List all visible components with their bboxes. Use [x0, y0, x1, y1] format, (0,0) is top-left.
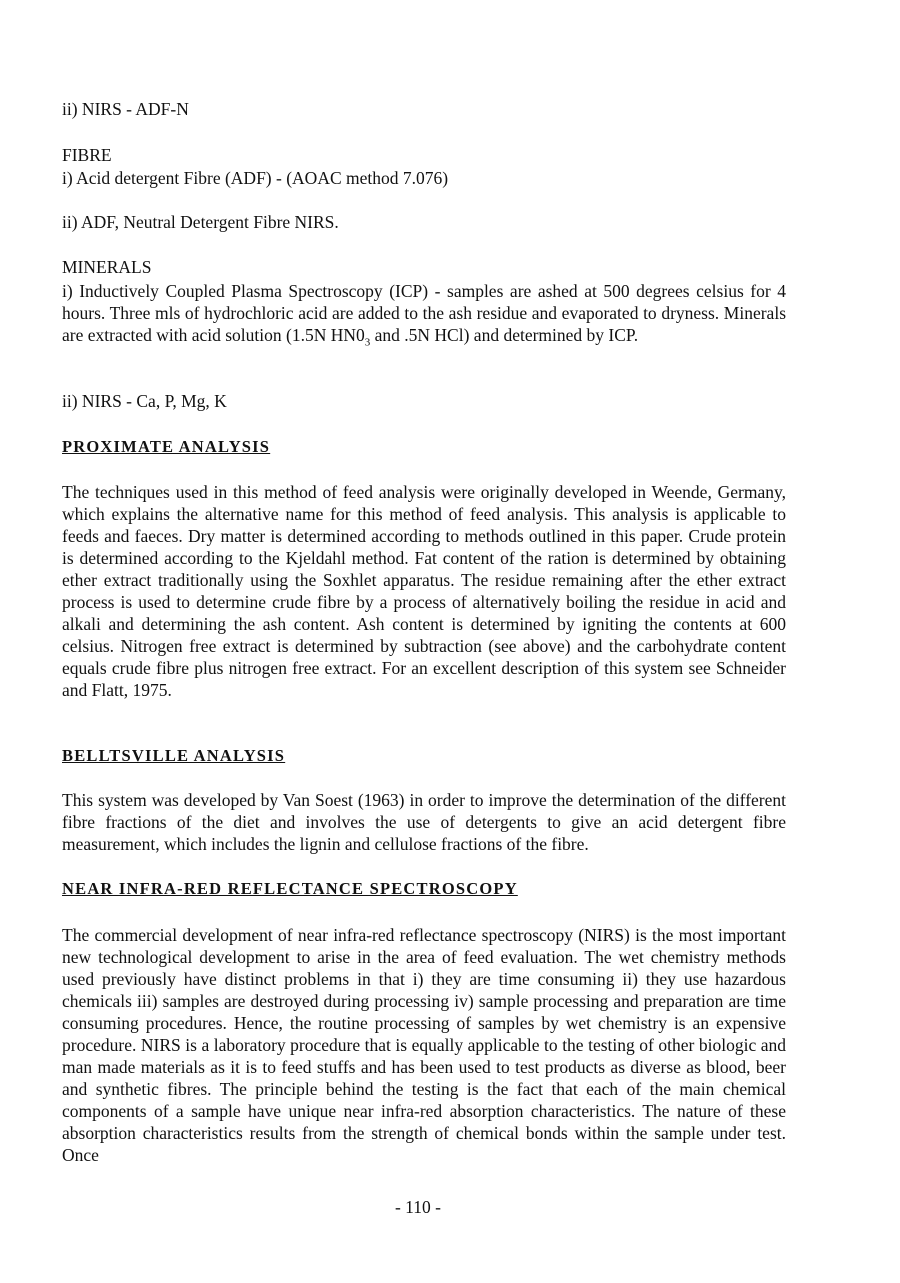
minerals-item-2: ii) NIRS - Ca, P, Mg, K: [62, 391, 227, 411]
fibre-item-1: i) Acid detergent Fibre (ADF) - (AOAC method 7.076): [62, 168, 449, 188]
minerals-item-1-text-a: i) Inductively Coupled Plasma Spectroscopy (ICP) - samples are ashed at 500 degrees celsius for 4 hours. Three mls of hydrochloric acid are added to the ash residue and evaporated to dryness. Minerals are extracted with acid solution (1.5N HN0: [62, 281, 786, 345]
minerals-item-1-text-b: and .5N HCl) and determined by ICP.: [370, 325, 639, 345]
proximate-analysis-paragraph: The techniques used in this method of feed analysis were originally developed in Weende, Germany, which explains the alternative name for this method of feed analysis. This analysis is applicable to feeds and faeces. Dry matter is determined according to methods outlined in this paper. Crude protein is determined according to the Kjeldahl method. Fat content of the ration is determined by obtaining ether extract traditionally using the Soxhlet apparatus. The residue remaining after the ether extract process is used to determine crude fibre by a process of alternatively boiling the residue in acid and alkali and determining the ash content. Ash content is determined by igniting the contents at 600 celsius. Nitrogen free extract is determined by subtraction (see above) and the carbohydrate content equals crude fibre plus nitrogen free extract. For an excellent description of this system see Schneider and Flatt, 1975.: [62, 482, 786, 700]
page-number: - 110 -: [394, 1197, 441, 1217]
fibre-heading: FIBRE: [62, 145, 112, 165]
belltsville-analysis-heading: BELLTSVILLE ANALYSIS: [62, 746, 286, 765]
proximate-analysis-heading: PROXIMATE ANALYSIS: [62, 437, 271, 456]
belltsville-analysis-paragraph: This system was developed by Van Soest (1963) in order to improve the determination of the different fibre fractions of the diet and involves the use of detergents to give an acid detergent fibre measurement, which includes the lignin and cellulose fractions of the fibre.: [62, 790, 786, 854]
nirs-adf-n-line: ii) NIRS - ADF-N: [62, 99, 189, 119]
fibre-item-2: ii) ADF, Neutral Detergent Fibre NIRS.: [62, 212, 339, 232]
minerals-heading: MINERALS: [62, 257, 152, 277]
nirs-heading: NEAR INFRA-RED REFLECTANCE SPECTROSCOPY: [62, 879, 518, 898]
nirs-paragraph: The commercial development of near infra-red reflectance spectroscopy (NIRS) is the most important new technological development to arise in the area of feed evaluation. The wet chemistry methods used previously have distinct problems in that i) they are time consuming ii) they use hazardous chemicals iii) samples are destroyed during processing iv) sample processing and preparation are time consuming procedures. Hence, the routine processing of samples by wet chemistry is an expensive procedure. NIRS is a laboratory procedure that is equally applicable to the testing of other biologic and man made materials as it is to feed stuffs and has been used to test products as diverse as blood, beer and synthetic fibres. The principle behind the testing is the fact that each of the main chemical components of a sample have unique near infra-red absorption characteristics. The nature of these absorption characteristics results from the strength of chemical bonds within the sample under test. Once: [62, 925, 786, 1165]
minerals-item-1: [62, 280, 786, 354]
minerals-item-1-subscript: 3: [364, 336, 371, 349]
